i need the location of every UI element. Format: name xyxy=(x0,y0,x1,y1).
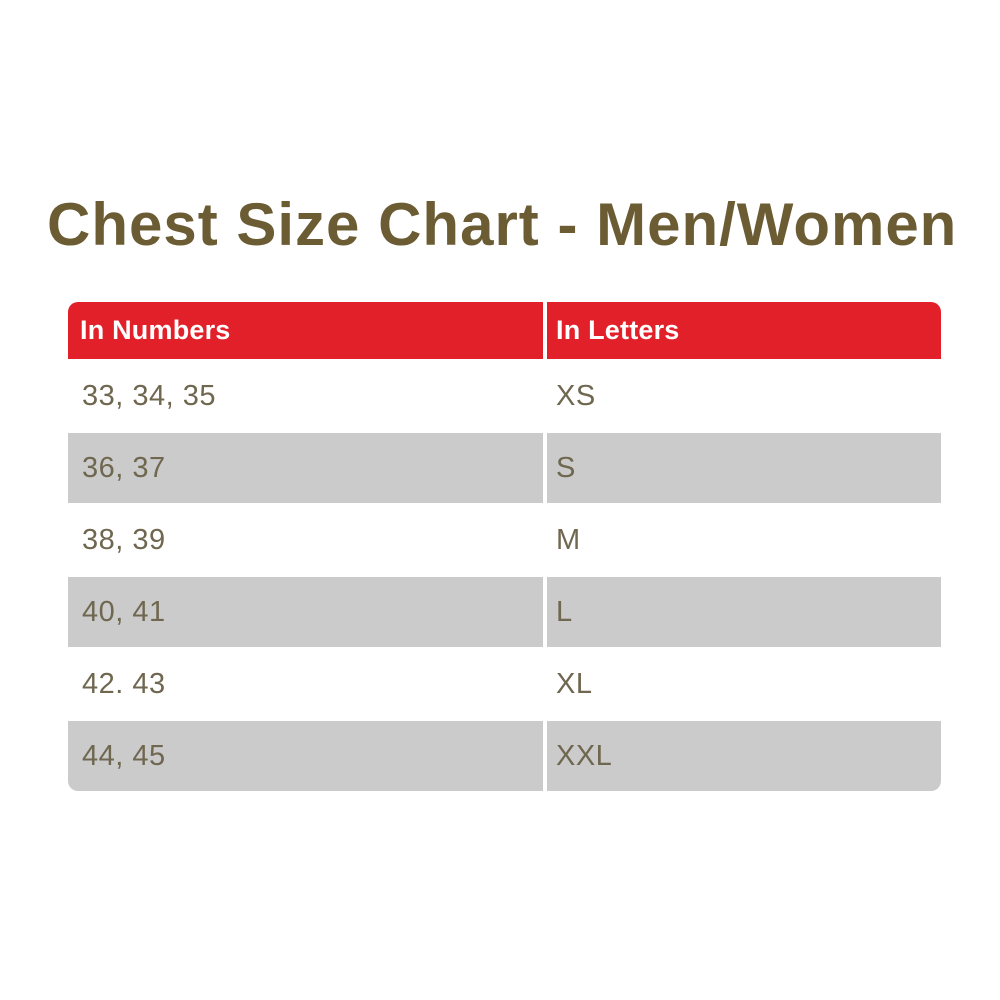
numbers-cell: 40, 41 xyxy=(68,577,543,647)
letters-cell: L xyxy=(547,577,941,647)
letters-cell: XL xyxy=(556,667,593,700)
table-row xyxy=(68,505,941,575)
header-cell-in-numbers: In Numbers xyxy=(68,302,543,359)
numbers-cell: 42. 43 xyxy=(82,667,166,700)
numbers-cell: 36, 37 xyxy=(68,433,543,503)
letters-cell: M xyxy=(556,523,581,556)
table-row xyxy=(68,361,941,431)
letters-cell: XS xyxy=(556,379,596,412)
page-title: Chest Size Chart - Men/Women xyxy=(47,191,958,258)
table-header-row xyxy=(68,302,941,359)
table-row xyxy=(68,721,941,791)
header-cell-in-letters: In Letters xyxy=(547,302,941,359)
letters-cell: XXL xyxy=(547,721,941,791)
table-row xyxy=(68,577,941,647)
numbers-cell: 44, 45 xyxy=(68,721,543,791)
letters-cell: S xyxy=(547,433,941,503)
table-row xyxy=(68,433,941,503)
numbers-cell: 33, 34, 35 xyxy=(82,379,216,412)
numbers-cell: 38, 39 xyxy=(82,523,166,556)
size-chart-table xyxy=(68,302,941,793)
table-row xyxy=(68,649,941,719)
